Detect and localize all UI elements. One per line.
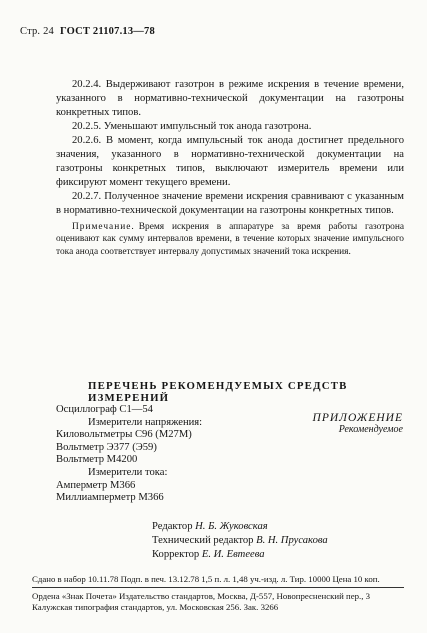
paragraph-20-2-5: 20.2.5. Уменьшают импульсный ток анода газотрона. [72, 121, 312, 132]
editor-name: Н. Б. Жуковская [195, 521, 268, 532]
editor-line [152, 520, 328, 534]
imprint-print-data: Сдано в набор 10.11.78 Подп. в печ. 13.12.78 1,5 п. л. 1,48 уч.-изд. л. Тир. 10000 Цена 10 коп. [32, 574, 404, 588]
editor-line [152, 548, 328, 562]
list-subheading: Измерители тока: [88, 466, 168, 478]
imprint [32, 574, 404, 613]
imprint-publisher: Ордена «Знак Почета» Издательство стандартов, Москва, Д-557, Новопресненский пер., 3 [32, 591, 371, 601]
annex-title: ПРИЛОЖЕНИЕ [312, 412, 403, 424]
standard-code: ГОСТ 21107.13—78 [59, 26, 155, 37]
editor-name: Е. И. Евтеева [201, 549, 265, 560]
list-item: Миллиамперметр М366 [56, 492, 164, 504]
list-item: Амперметр М366 [56, 479, 136, 491]
editor-role: Корректор [152, 549, 200, 560]
note-text: Время искрения в аппаратуре за время работы газотрона оценивают как сумму интервалов времени, в течение которых значение импульсного тока анода соответствует интервалу допустимых значений тока искрения. [56, 222, 404, 257]
list-item: Вольтметр М4200 [56, 454, 138, 466]
list-item: Киловольтметры С96 (М27М) [56, 429, 192, 441]
editor-name: В. Н. Прусакова [256, 535, 328, 546]
instruments-list-title: ПЕРЕЧЕНЬ РЕКОМЕНДУЕМЫХ СРЕДСТВ ИЗМЕРЕНИЙ [88, 380, 348, 404]
paragraph-20-2-4: 20.2.4. Выдерживают газотрон в режиме искрения в течение времени, указанного в нормативно-технической документации на газотроны конкретных типов. [56, 79, 404, 118]
note-label: Примечание. [72, 222, 135, 232]
editor-role: Технический редактор [152, 535, 254, 546]
annex-heading [313, 412, 403, 435]
main-text [56, 78, 404, 258]
instruments-list [56, 404, 202, 505]
editors-block [152, 520, 328, 562]
list-item: Вольтметр Э377 (Э59) [56, 441, 157, 453]
note [56, 221, 404, 258]
list-subheading: Измерители напряжения: [88, 416, 203, 428]
paragraph-20-2-7: 20.2.7. Полученное значение времени искрения сравнивают с указанным в нормативно-технической документации на газотроны конкретных типов. [56, 191, 404, 216]
paragraph-20-2-6: 20.2.6. В момент, когда импульсный ток анода достигнет предельного значения, указанного в нормативно-технической документации на газотроны конкретных типов, выключают измеритель времени или фиксируют момент текущего времени. [56, 135, 404, 188]
editor-line [152, 534, 328, 548]
annex-subtitle: Рекомендуемое [338, 424, 403, 435]
page-number: Стр. 24 [20, 26, 54, 37]
list-item: Осциллограф С1—54 [56, 404, 153, 415]
imprint-printer: Калужская типография стандартов, ул. Московская 256. Зак. 3266 [32, 602, 279, 612]
page-header [20, 26, 155, 37]
editor-role: Редактор [152, 521, 193, 532]
